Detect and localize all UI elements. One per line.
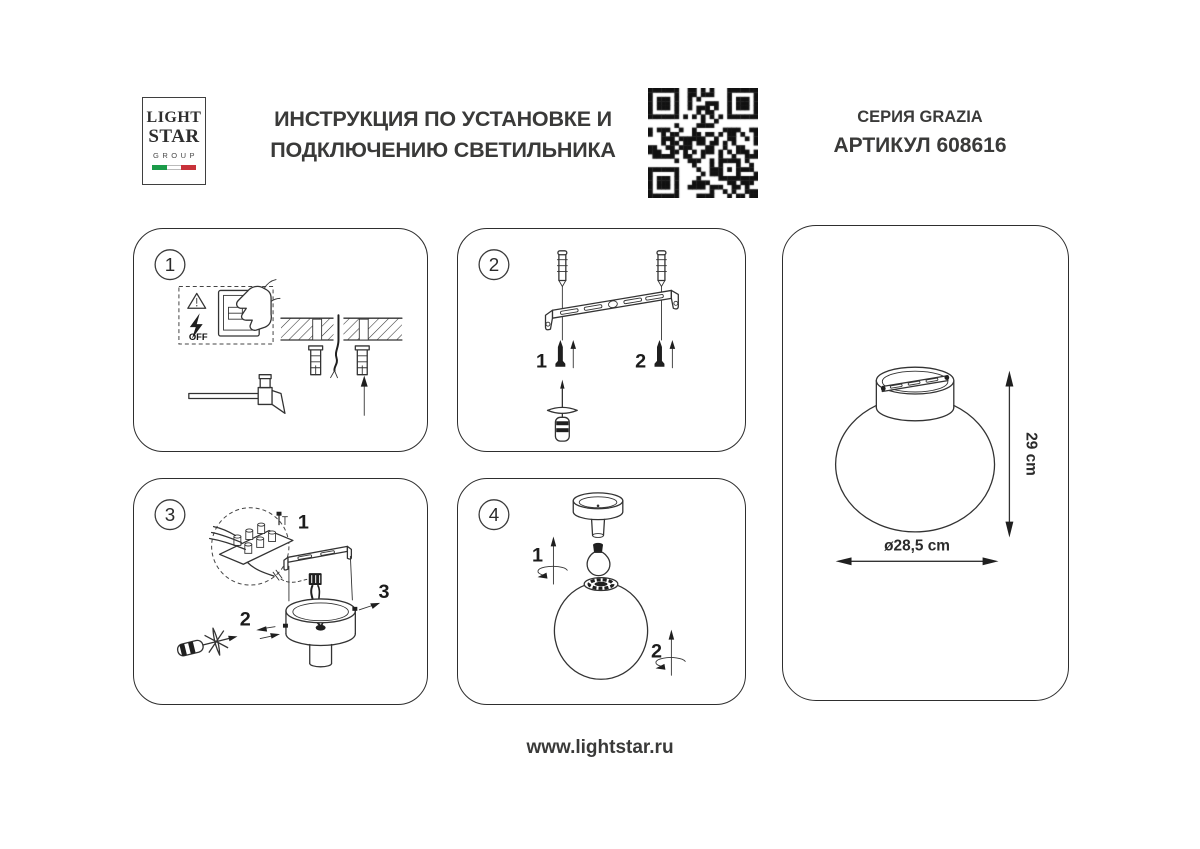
diameter-dimension: [836, 537, 999, 565]
drill-tool-icon: [189, 375, 285, 414]
mounting-bracket-icon: [284, 546, 351, 570]
italian-flag-icon: [152, 165, 196, 170]
screw-anchor-icon: [557, 251, 567, 287]
article-label: АРТИКУЛ 608616: [833, 134, 1007, 157]
step4-illustration: [458, 479, 745, 704]
screwdriver-icon: [175, 623, 241, 665]
flag-white: [167, 165, 182, 170]
wall-anchor-icon: [309, 346, 323, 375]
screwdriver-icon: [547, 380, 577, 441]
wall-anchor-icon: [355, 346, 369, 375]
flag-red: [181, 165, 196, 170]
terminal-box-icon: [309, 573, 322, 585]
product-id-block: [795, 108, 1045, 158]
title-line-1: ИНСТРУКЦИЯ ПО УСТАНОВКЕ И: [274, 107, 612, 131]
step-number: 1: [164, 254, 176, 276]
screw-pin-icon: [655, 340, 665, 367]
product-drawing: [783, 226, 1068, 700]
right-arrow-icon: [359, 603, 380, 610]
up-arrow-icon: [570, 340, 576, 368]
step-panel-4: [457, 478, 746, 705]
website-url: www.lightstar.ru: [526, 737, 674, 758]
step-panel-2: [457, 228, 746, 452]
light-bulb-icon: [587, 543, 610, 576]
screw-anchor-icon: [657, 251, 667, 287]
product-dimensions-panel: [782, 225, 1069, 701]
diameter-label: ø28,5 cm: [884, 537, 950, 555]
page-title: [248, 104, 638, 165]
series-label: СЕРИЯ GRAZIA: [857, 108, 983, 126]
height-dimension: [1005, 371, 1039, 538]
flag-green: [152, 165, 167, 170]
screw-pin-icon: [555, 340, 565, 367]
rotate-label-2: 2: [650, 640, 663, 663]
terminal-block-closeup: [210, 508, 293, 585]
step-number: 2: [488, 254, 500, 276]
height-label: 29 cm: [1022, 432, 1040, 476]
up-arrow-icon: [361, 376, 368, 416]
off-label: OFF: [188, 331, 208, 342]
step2-illustration: [458, 229, 745, 451]
lamp-collar: [876, 367, 953, 421]
step1-illustration: [134, 229, 427, 451]
screw-label-1: 1: [536, 350, 548, 373]
canopy-icon: [573, 493, 623, 538]
lightstar-logo: [142, 97, 206, 185]
wiring-label-1: 1: [297, 511, 309, 534]
step-number: 3: [164, 504, 176, 526]
logo-word-group: GROUP: [152, 151, 198, 160]
up-arrow-icon: [670, 340, 676, 368]
step3-illustration: [134, 479, 427, 704]
step-number: 4: [488, 504, 500, 526]
screw-label-2: 2: [239, 608, 251, 631]
step-panel-1: [133, 228, 428, 452]
glass-globe-icon: [554, 578, 647, 680]
power-off-warning: [179, 280, 280, 344]
rotate-label-1: 1: [532, 544, 544, 567]
screw-label-2: 2: [635, 350, 647, 373]
step-panel-3: [133, 478, 428, 705]
ceiling-hatch: [281, 316, 402, 342]
logo-word-star: STAR: [148, 126, 200, 147]
qr-code-icon: [648, 88, 758, 198]
lamp-globe-outline: [836, 405, 995, 531]
logo-word-light: LIGHT: [146, 109, 202, 126]
terminal-screw-icon: [277, 512, 288, 525]
title-line-2: ПОДКЛЮЧЕНИЮ СВЕТИЛЬНИКА: [270, 137, 616, 162]
screw-label-3: 3: [378, 580, 390, 603]
mounting-bracket-icon: [546, 290, 679, 329]
screw-direction-arrows: [256, 626, 280, 638]
fixture-base-icon: [283, 599, 357, 667]
